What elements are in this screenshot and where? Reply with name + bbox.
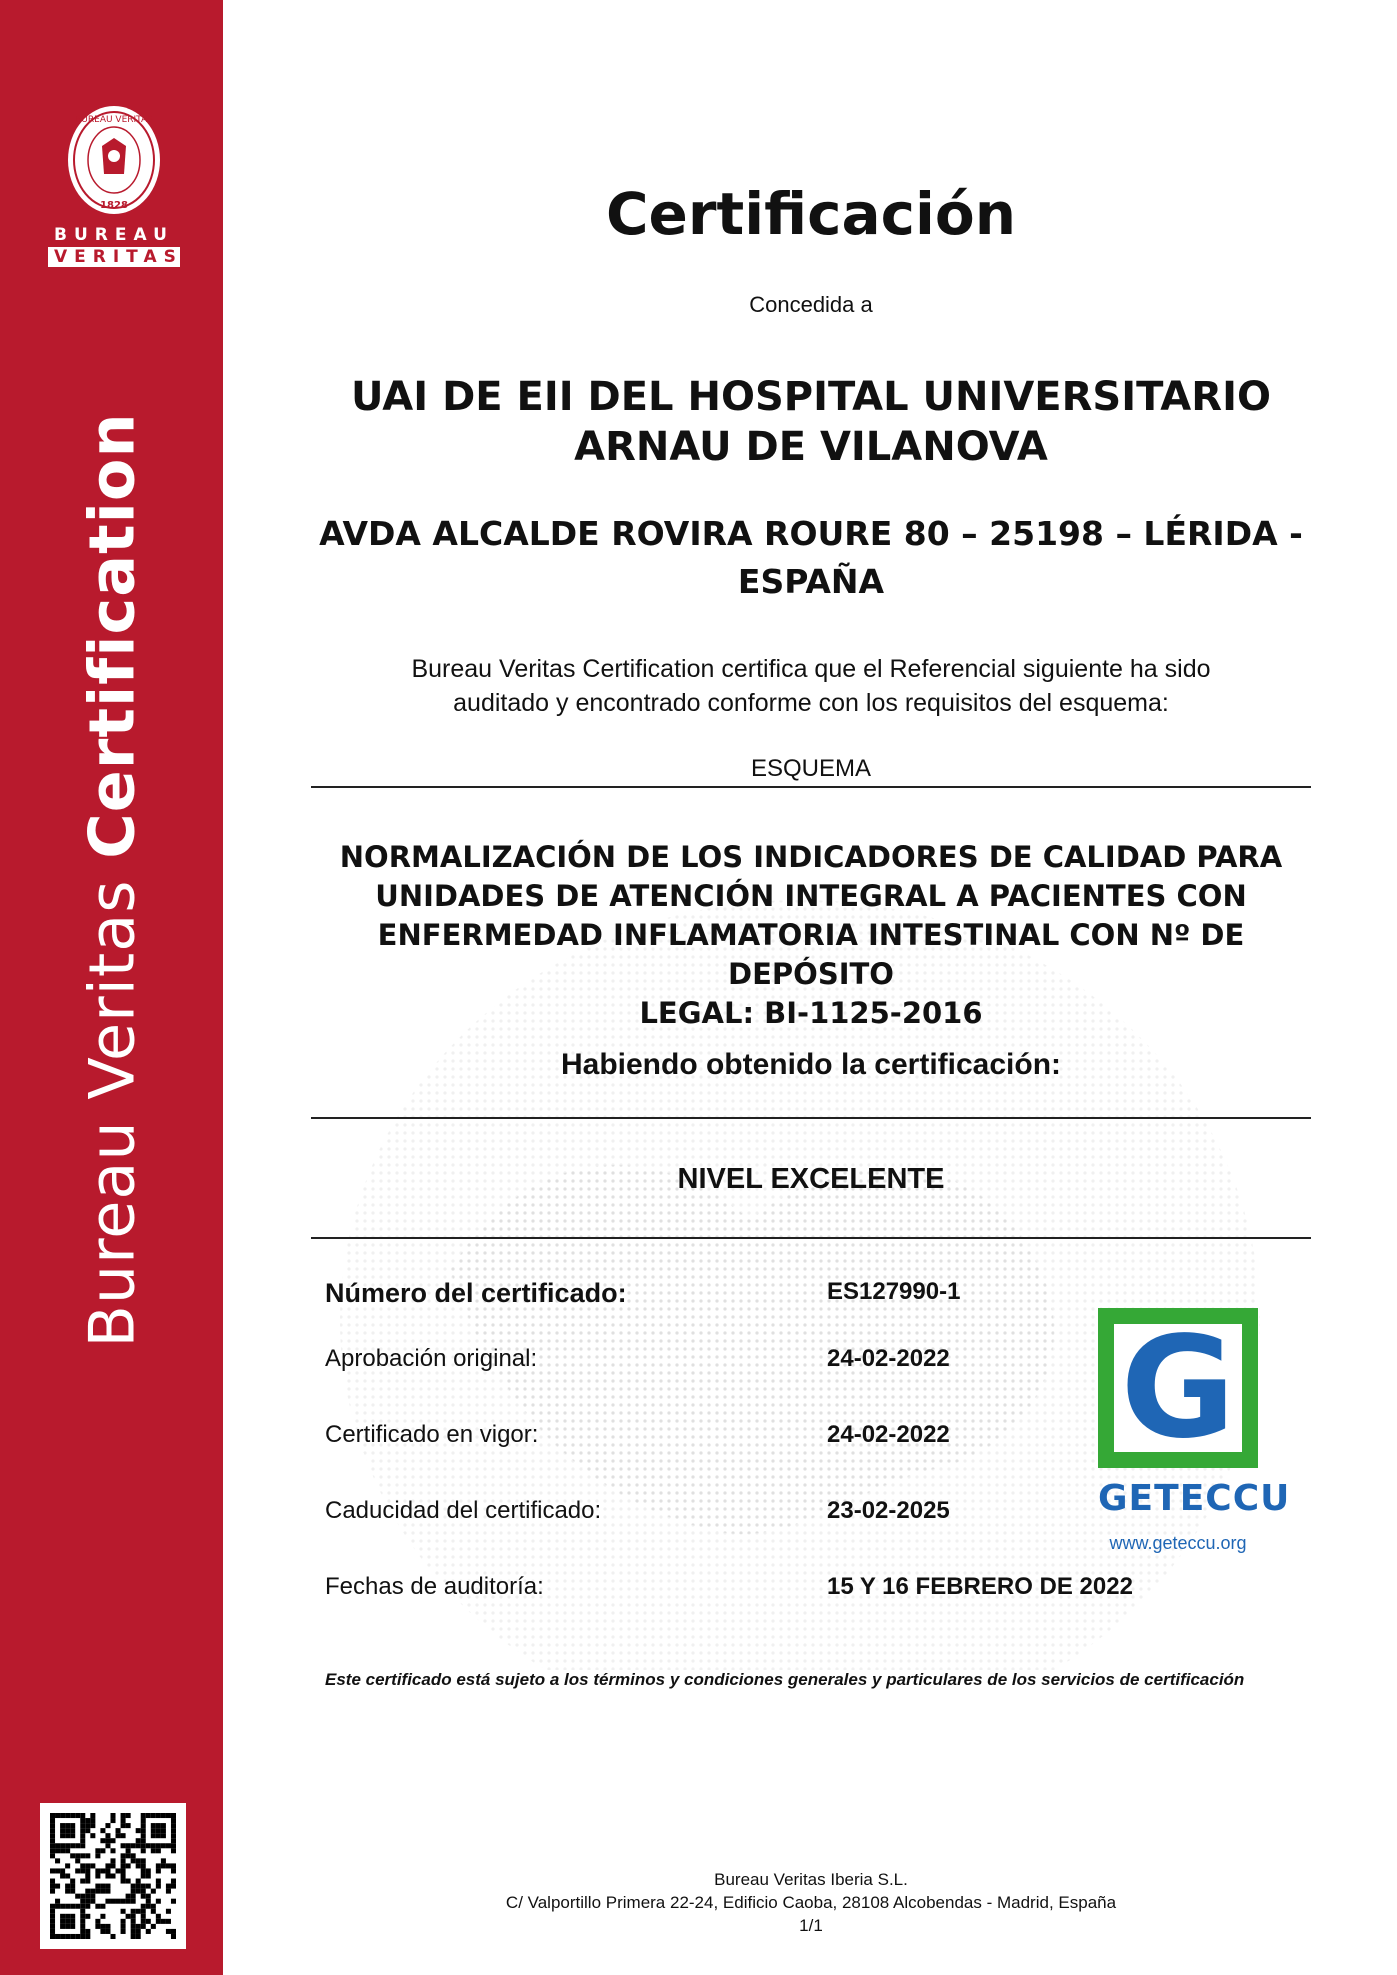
scheme-description bbox=[311, 838, 1311, 1033]
statement-line-2: auditado y encontrado conforme con los requisitos del esquema: bbox=[453, 689, 1169, 717]
scheme-label: ESQUEMA bbox=[750, 755, 872, 782]
geteccu-letter: G bbox=[1120, 1308, 1236, 1468]
footer-page: 1/1 bbox=[799, 1916, 823, 1935]
certificate-title: Certificación bbox=[605, 180, 1017, 248]
red-sidebar bbox=[0, 0, 223, 1975]
organization-line-1: UAI DE EII DEL HOSPITAL UNIVERSITARIO bbox=[351, 374, 1271, 420]
terms-notice: Este certificado está sujeto a los términos y condiciones generales y particulares de los servicios de certificación bbox=[325, 1670, 1245, 1689]
vertical-brand-regular: Bureau Veritas bbox=[75, 858, 149, 1348]
scheme-line-2: UNIDADES DE ATENCIÓN INTEGRAL A PACIENTES CON bbox=[375, 879, 1247, 913]
organization-address bbox=[311, 510, 1311, 606]
veritas-word: VERITAS bbox=[48, 247, 180, 267]
detail-value: ES127990-1 bbox=[827, 1278, 961, 1305]
scheme-line-4: LEGAL: BI-1125-2016 bbox=[639, 996, 983, 1030]
detail-value: 24-02-2022 bbox=[827, 1345, 950, 1372]
address-line-1: AVDA ALCALDE ROVIRA ROURE 80 – 25198 – LÉRIDA - bbox=[319, 514, 1303, 553]
scheme-line-3: ENFERMEDAD INFLAMATORIA INTESTINAL CON Nº DE DEPÓSITO bbox=[377, 918, 1245, 991]
obtained-heading: Habiendo obtenido la certificación: bbox=[560, 1048, 1062, 1081]
certification-level: NIVEL EXCELENTE bbox=[677, 1163, 945, 1195]
detail-label: Fechas de auditoría: bbox=[325, 1573, 544, 1600]
detail-label: Caducidad del certificado: bbox=[325, 1497, 602, 1524]
divider bbox=[311, 786, 1311, 788]
divider bbox=[311, 1237, 1311, 1239]
organization-name bbox=[311, 372, 1311, 472]
footer-company: Bureau Veritas Iberia S.L. bbox=[714, 1870, 908, 1889]
detail-value: 23-02-2025 bbox=[827, 1497, 950, 1524]
organization-line-2: ARNAU DE VILANOVA bbox=[574, 424, 1048, 470]
seal-year: 1828 bbox=[100, 200, 128, 211]
granted-to-label: Concedida a bbox=[749, 292, 873, 317]
footer-address: C/ Valportillo Primera 22-24, Edificio Caoba, 28108 Alcobendas - Madrid, España bbox=[505, 1893, 1117, 1912]
vertical-brand-bold: Certification bbox=[75, 412, 149, 859]
geteccu-website: www.geteccu.org bbox=[1109, 1533, 1247, 1553]
statement-line-1: Bureau Veritas Certification certifica que el Referencial siguiente ha sido bbox=[411, 655, 1211, 683]
detail-label: Certificado en vigor: bbox=[325, 1421, 539, 1448]
vertical-brand-title bbox=[76, 412, 149, 1347]
bureau-word: BUREAU bbox=[54, 225, 174, 245]
qr-code bbox=[40, 1803, 186, 1949]
seal-ring-text: BUREAU VERITAS bbox=[75, 115, 153, 125]
certification-statement bbox=[311, 652, 1311, 720]
geteccu-name: GETECCU bbox=[1098, 1478, 1291, 1519]
detail-value: 24-02-2022 bbox=[827, 1421, 950, 1448]
geteccu-logo-icon bbox=[1098, 1308, 1258, 1468]
scheme-line-1: NORMALIZACIÓN DE LOS INDICADORES DE CALIDAD PARA bbox=[339, 840, 1283, 874]
detail-label: Aprobación original: bbox=[325, 1345, 538, 1372]
divider bbox=[311, 1117, 1311, 1119]
detail-value: 15 Y 16 FEBRERO DE 2022 bbox=[827, 1573, 1133, 1600]
qr-code-icon bbox=[50, 1813, 176, 1939]
address-line-2: ESPAÑA bbox=[737, 562, 885, 601]
detail-label: Número del certificado: bbox=[325, 1278, 627, 1308]
